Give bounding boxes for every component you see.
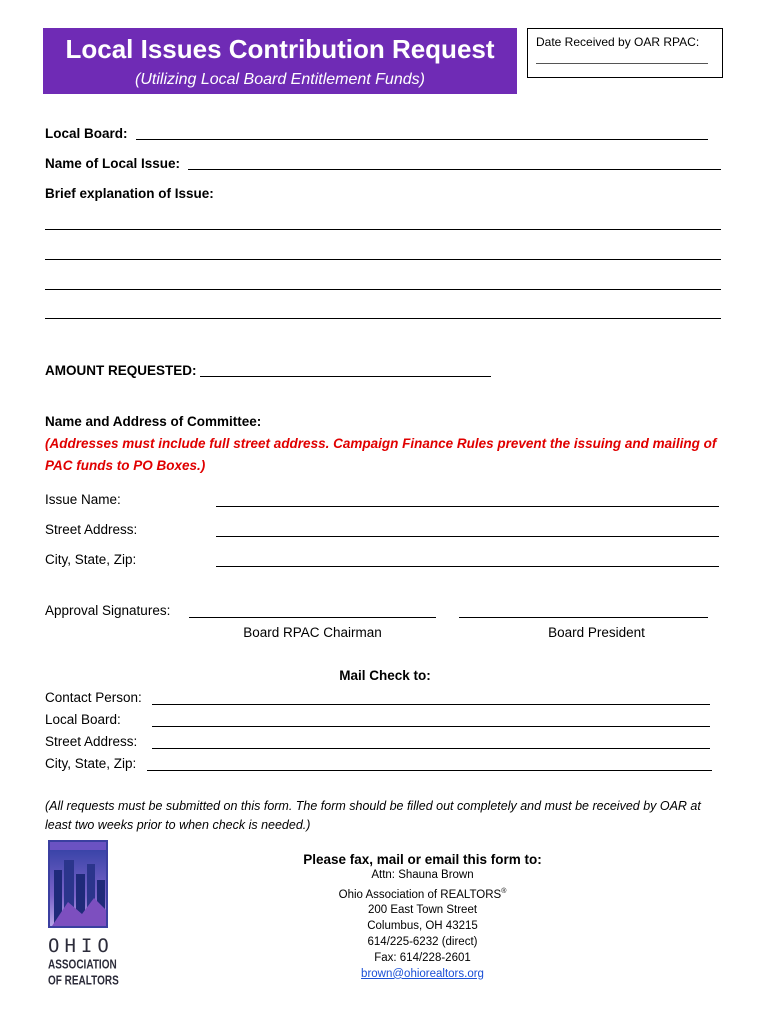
issue-name-field[interactable] — [216, 506, 719, 507]
contact-person-label: Contact Person: — [45, 690, 142, 705]
date-received-label: Date Received by OAR RPAC: — [536, 35, 700, 49]
city-skyline-icon — [48, 840, 108, 928]
registered-mark: ® — [501, 887, 507, 895]
ohio-realtors-logo — [48, 840, 119, 990]
city-line: Columbus, OH 43215 — [367, 920, 478, 933]
logo-association: ASSOCIATION — [48, 958, 117, 973]
mail-local-board-field[interactable] — [152, 726, 710, 727]
logo-ohio: OHIO — [48, 935, 114, 957]
chairman-caption: Board RPAC Chairman — [243, 625, 382, 640]
explanation-line-4[interactable] — [45, 318, 721, 319]
send-address-block — [270, 868, 575, 982]
org-line — [270, 884, 575, 904]
phone-line: 614/225-6232 (direct) — [367, 936, 478, 949]
attn-line: Attn: Shauna Brown — [371, 869, 474, 881]
street-line: 200 East Town Street — [367, 904, 478, 917]
form-subtitle: (Utilizing Local Board Entitlement Funds) — [135, 71, 425, 88]
fax-line: Fax: 614/228-2601 — [374, 951, 471, 964]
logo-of-realtors: OF REALTORS — [48, 974, 119, 989]
committee-street-field[interactable] — [216, 536, 719, 537]
mail-street-field[interactable] — [152, 748, 710, 749]
submission-note: (All requests must be submitted on this form. The form should be filled out completely and must be received by OAR at least two weeks prior to when check is needed.) — [45, 799, 701, 832]
president-signature-field[interactable] — [459, 617, 708, 618]
contact-person-field[interactable] — [152, 704, 710, 705]
amount-label: AMOUNT REQUESTED: — [45, 363, 197, 378]
mail-heading: Mail Check to: — [339, 668, 431, 683]
local-board-field[interactable] — [136, 139, 708, 140]
committee-city-label: City, State, Zip: — [45, 552, 137, 567]
email-link[interactable]: brown@ohiorealtors.org — [361, 967, 484, 980]
date-received-line[interactable] — [536, 63, 708, 64]
mail-city-label: City, State, Zip: — [45, 756, 137, 771]
amount-field[interactable] — [200, 376, 491, 377]
president-caption: Board President — [548, 625, 645, 640]
committee-city-field[interactable] — [216, 566, 719, 567]
local-board-label: Local Board: — [45, 126, 128, 141]
committee-warning: (Addresses must include full street address. Campaign Finance Rules prevent the issuing and mailing of PAC funds to PO Boxes.) — [45, 436, 717, 473]
approval-label: Approval Signatures: — [45, 603, 171, 618]
mail-street-label: Street Address: — [45, 734, 138, 749]
title-banner — [43, 28, 517, 94]
mail-local-board-label: Local Board: — [45, 712, 121, 727]
committee-heading: Name and Address of Committee: — [45, 414, 262, 429]
mail-city-field[interactable] — [147, 770, 712, 771]
local-issue-label: Name of Local Issue: — [45, 156, 181, 171]
explanation-label: Brief explanation of Issue: — [45, 186, 214, 201]
send-heading: Please fax, mail or email this form to: — [303, 852, 542, 867]
explanation-line-3[interactable] — [45, 289, 721, 290]
org-name: Ohio Association of REALTORS — [338, 888, 502, 901]
explanation-line-2[interactable] — [45, 259, 721, 260]
committee-street-label: Street Address: — [45, 522, 138, 537]
explanation-line-1[interactable] — [45, 229, 721, 230]
form-title: Local Issues Contribution Request — [65, 34, 495, 64]
chairman-signature-field[interactable] — [189, 617, 436, 618]
date-received-box — [527, 28, 723, 78]
local-issue-field[interactable] — [188, 169, 721, 170]
issue-name-label: Issue Name: — [45, 492, 121, 507]
